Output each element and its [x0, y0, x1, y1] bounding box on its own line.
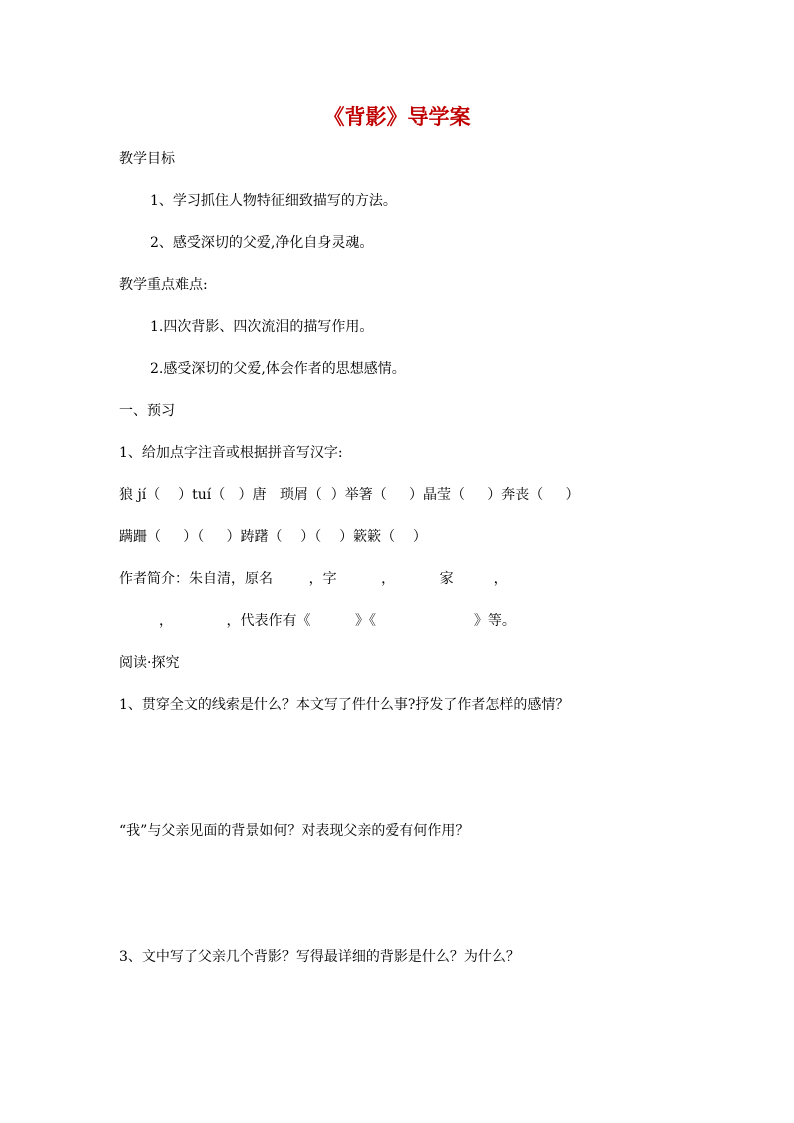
preview-heading: 一、预习 — [119, 403, 175, 419]
pinyin-row-1: 狼 jí（ ）tuí（ ）唐 琐屑（ ）举箸（ ）晶莹（ ）奔丧（ ） — [119, 487, 580, 503]
goals-heading: 教学目标 — [119, 151, 175, 167]
goal-item-1: 1、学习抓住人物特征细致描写的方法。 — [150, 193, 397, 209]
reading-heading: 阅读·探究 — [119, 655, 180, 671]
pinyin-row-2: 蹒跚（ ）（ ）踌躇（ ）（ ）簌簌（ ） — [119, 529, 427, 545]
reading-question-3: 3、文中写了父亲几个背影？写得最详细的背影是什么？为什么？ — [119, 949, 520, 965]
reading-question-1: 1、贯穿全文的线索是什么？本文写了件什么事?抒发了作者怎样的感情？ — [119, 697, 570, 713]
goal-item-2: 2、感受深切的父爱,净化自身灵魂。 — [150, 235, 374, 251]
author-intro-line-1: 作者简介：朱自清，原名 ，字 ， 家 ， — [119, 571, 508, 587]
key-points-heading: 教学重点难点: — [119, 277, 208, 293]
author-intro-line-2: ， ，代表作有《 》《 》等。 — [119, 613, 516, 629]
reading-question-2: “我”与父亲见面的背景如何？对表现父亲的爱有何作用？ — [119, 823, 470, 839]
key-point-item-1: 1.四次背影、四次流泪的描写作用。 — [150, 319, 374, 335]
preview-question-1: 1、给加点字注音或根据拼音写汉字: — [119, 445, 343, 461]
page-title: 《背影》导学案 — [323, 104, 471, 129]
key-point-item-2: 2.感受深切的父爱,体会作者的思想感情。 — [150, 361, 406, 377]
